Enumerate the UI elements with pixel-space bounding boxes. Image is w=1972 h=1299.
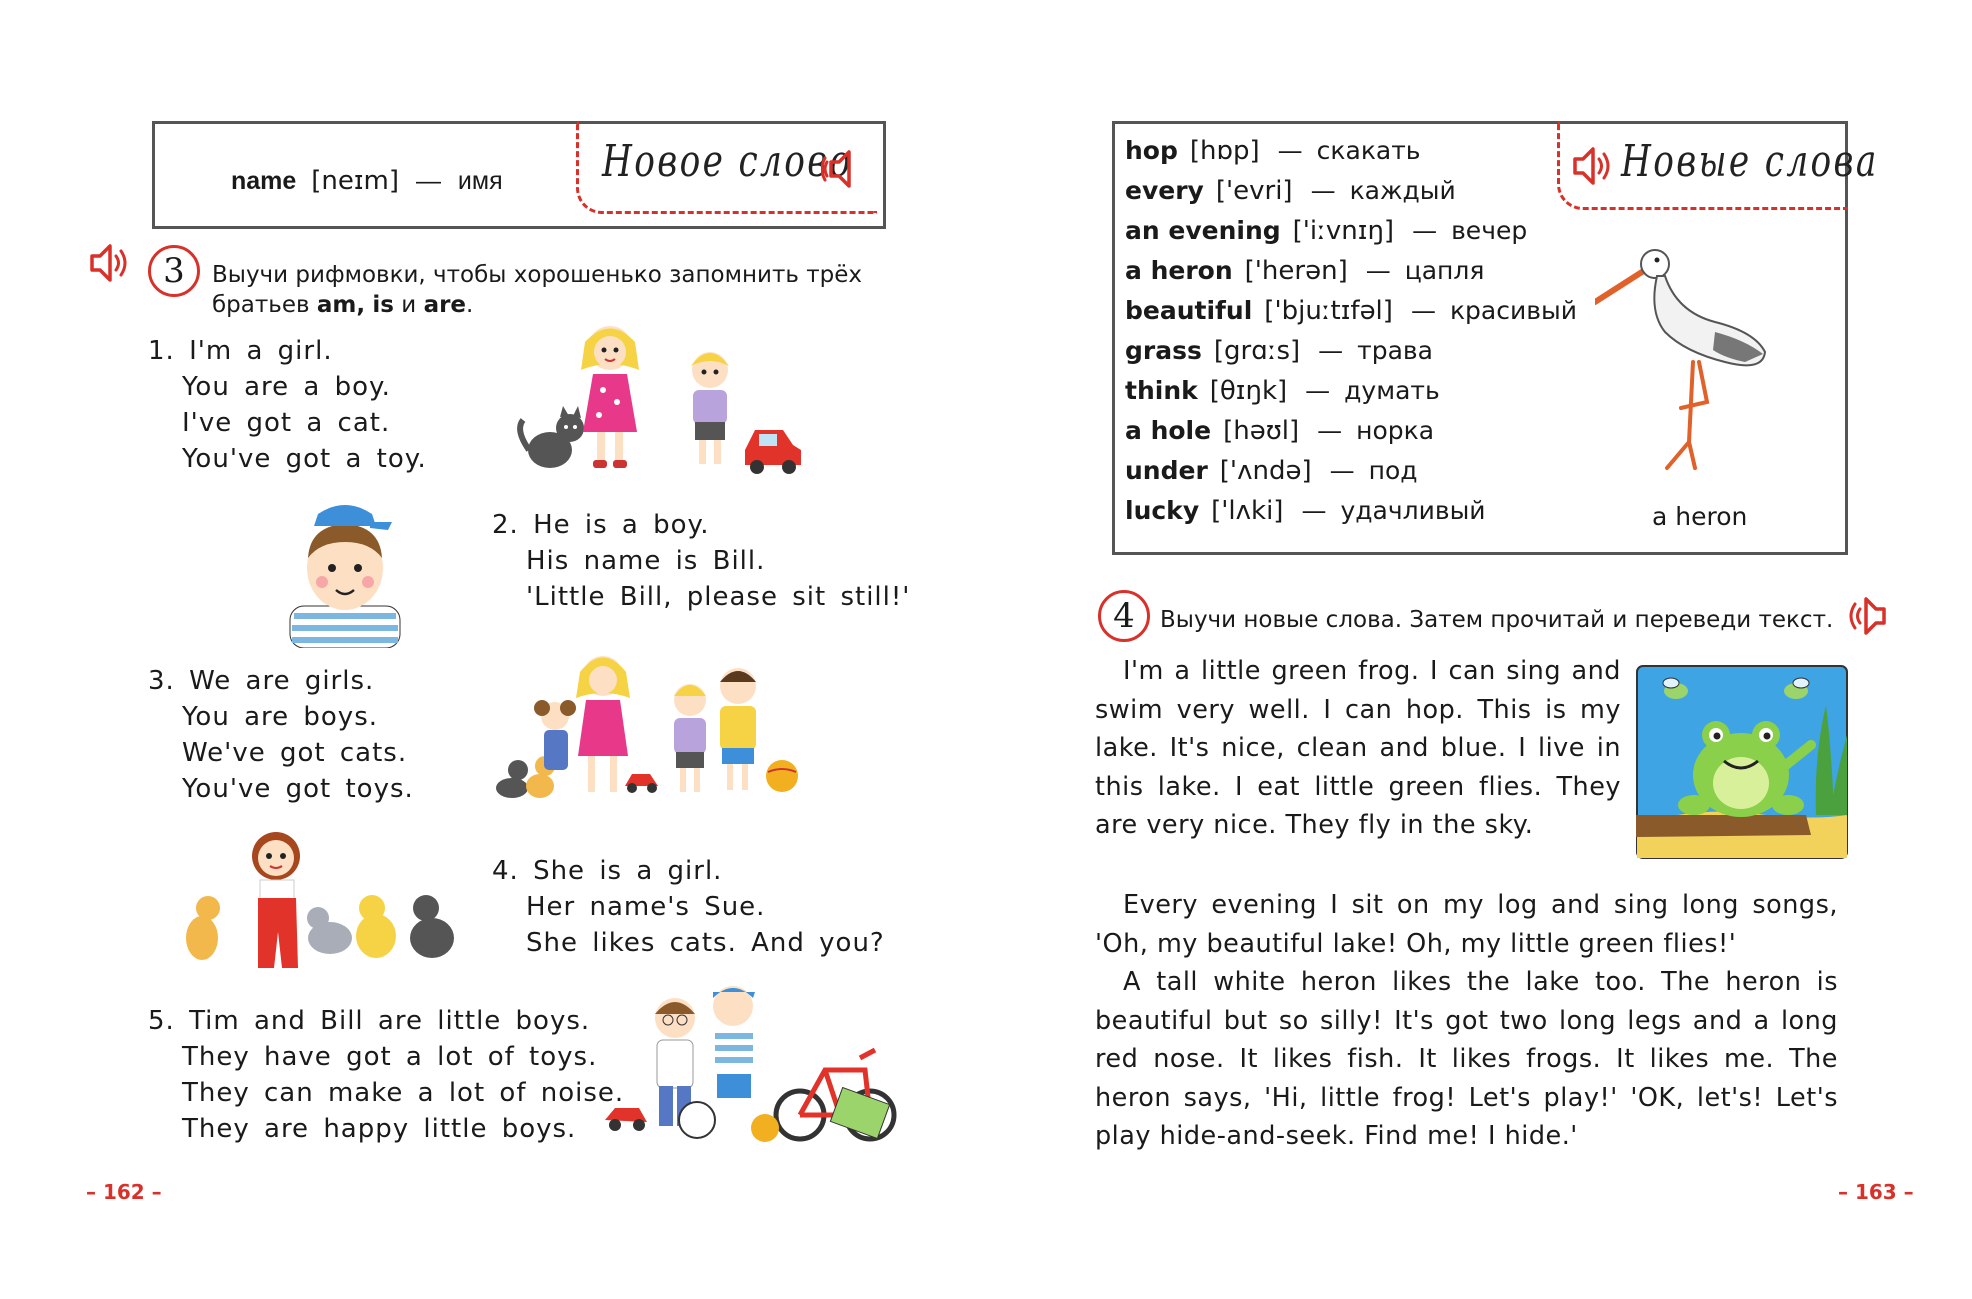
vocab-row <box>1125 336 1433 366</box>
poem-line: 1. I'm a girl. <box>148 336 333 366</box>
vocab-translation: трава <box>1357 336 1433 365</box>
poem-line: 5. Tim and Bill are little boys. <box>148 1006 591 1036</box>
page-number: – 162 – <box>86 1180 162 1204</box>
vocab-row <box>1125 256 1484 286</box>
vocab-translation: цапля <box>1404 256 1485 285</box>
vocab-translation: красивый <box>1449 296 1577 325</box>
vocab-dash: — <box>1329 456 1355 485</box>
poem-1 <box>148 333 427 477</box>
girl-boy-cat-illustration <box>515 310 805 480</box>
poem-line: I've got a cat. <box>182 408 391 438</box>
task-instruction-line1 <box>212 260 892 290</box>
vocab-word: lucky <box>1125 496 1200 525</box>
vocab-translation: удачливый <box>1340 496 1486 525</box>
story-paragraph-1 <box>1095 652 1621 845</box>
speaker-icon[interactable] <box>821 146 867 192</box>
vocab-ipa: [θɪŋk] <box>1209 376 1288 406</box>
vocab-word: under <box>1125 456 1208 485</box>
vocab-row <box>1125 496 1486 526</box>
new-word-heading: Новое слово <box>602 136 853 187</box>
poem-line: You've got toys. <box>182 774 414 804</box>
instruction-bold: am, <box>316 292 366 318</box>
vocab-dash: — <box>1305 376 1331 405</box>
vocab-word: an evening <box>1125 216 1281 245</box>
new-word-entry <box>231 166 503 196</box>
page-number: – 163 – <box>1838 1180 1914 1204</box>
vocab-ipa: [həʊl] <box>1223 416 1300 446</box>
poem-line: You are boys. <box>182 702 378 732</box>
speaker-icon[interactable] <box>1842 594 1888 638</box>
vocab-row <box>1125 136 1421 166</box>
girl-with-cats-illustration <box>180 820 470 970</box>
vocab-ipa: ['lʌki] <box>1211 496 1284 526</box>
poem-line: His name is Bill. <box>526 546 766 576</box>
vocab-translation: вечер <box>1451 216 1528 245</box>
story-text: Every evening I sit on my log and sing long songs, 'Oh, my beautiful lake! Oh, my little green flies!' <box>1095 890 1838 959</box>
poem-line: They can make a lot of noise. <box>182 1078 625 1108</box>
vocab-translation: имя <box>457 167 503 195</box>
poem-line: 2. He is a boy. <box>492 510 710 540</box>
vocab-row <box>1125 416 1434 446</box>
instruction-text: и <box>401 292 417 318</box>
heron-caption: a heron <box>1652 502 1748 531</box>
instruction-text: братьев <box>212 292 310 318</box>
frog-illustration <box>1636 665 1848 859</box>
poem-line: Her name's Sue. <box>526 892 766 922</box>
boys-with-toys-illustration <box>605 970 905 1150</box>
vocab-dash: — <box>415 167 441 195</box>
poem-line: 'Little Bill, please sit still!' <box>526 582 911 612</box>
poem-3 <box>148 663 414 807</box>
vocab-translation: думать <box>1344 376 1440 405</box>
new-words-box <box>1112 121 1879 555</box>
vocab-ipa: ['iːvnɪŋ] <box>1292 216 1395 246</box>
vocab-dash: — <box>1277 136 1303 165</box>
boy-cap-illustration <box>280 498 410 648</box>
poem-line: She likes cats. And you? <box>526 928 885 958</box>
vocab-row <box>1125 176 1456 206</box>
vocab-translation: скакать <box>1316 136 1421 165</box>
speaker-icon[interactable] <box>88 242 134 284</box>
story-paragraphs <box>1095 886 1838 1156</box>
poem-4 <box>492 853 885 961</box>
vocab-ipa: ['ʌndə] <box>1219 456 1312 486</box>
vocab-ipa: [grɑːs] <box>1213 336 1301 366</box>
vocab-ipa: ['herən] <box>1244 256 1348 286</box>
vocab-word: a hole <box>1125 416 1212 445</box>
vocab-dash: — <box>1301 496 1327 525</box>
poem-line: You've got a toy. <box>182 444 427 474</box>
story-text: A tall white heron likes the lake too. The heron is beautiful but so silly! It's got two long legs and a long red nose. It likes fish. It likes frogs. It likes me. The heron says, 'Hi, little frog! Let's play!' 'OK, let's! Let's play hide-and-seek. Find me! I hide.' <box>1095 967 1838 1151</box>
instruction-bold: are <box>423 292 467 318</box>
vocab-row <box>1125 296 1577 326</box>
new-words-heading: Новые слова <box>1621 136 1879 187</box>
vocab-dash: — <box>1318 336 1344 365</box>
vocab-ipa: [neɪm] <box>311 166 400 196</box>
story-text: I'm a little green frog. I can sing and swim very well. I can hop. This is my lake. It's nice, clean and blue. I live in this lake. I eat little green flies. They are very nice. They fly in the sky. <box>1095 656 1621 840</box>
poem-line: 4. She is a girl. <box>492 856 723 886</box>
task-number-badge: 4 <box>1098 590 1150 642</box>
vocab-dash: — <box>1410 296 1436 325</box>
vocab-translation: каждый <box>1349 176 1456 205</box>
heron-illustration <box>1595 232 1785 482</box>
poem-line: 3. We are girls. <box>148 666 375 696</box>
instruction-bold: is <box>372 292 394 318</box>
poem-5 <box>148 1003 624 1147</box>
vocab-word: a heron <box>1125 256 1233 285</box>
vocab-translation: под <box>1368 456 1418 485</box>
speaker-icon[interactable] <box>1571 144 1617 188</box>
vocab-word: grass <box>1125 336 1202 365</box>
task-number-badge: 3 <box>148 245 200 297</box>
poem-line: They have got a lot of toys. <box>182 1042 598 1072</box>
new-word-box <box>152 121 886 229</box>
vocab-dash: — <box>1365 256 1391 285</box>
vocab-row <box>1125 456 1418 486</box>
vocab-translation: норка <box>1356 416 1435 445</box>
vocab-word: name <box>231 167 297 195</box>
vocab-ipa: [hɒp] <box>1189 136 1260 166</box>
vocab-word: beautiful <box>1125 296 1253 325</box>
vocab-dash: — <box>1310 176 1336 205</box>
poem-line: They are happy little boys. <box>182 1114 577 1144</box>
vocab-row <box>1125 376 1440 406</box>
task-instruction: Выучи новые слова. Затем прочитай и переведи текст. <box>1160 607 1834 633</box>
vocab-dash: — <box>1317 416 1343 445</box>
vocab-word: hop <box>1125 136 1178 165</box>
vocab-word: think <box>1125 376 1198 405</box>
vocab-word: every <box>1125 176 1204 205</box>
vocab-ipa: ['bjuːtɪfəl] <box>1264 296 1393 326</box>
poem-line: You are a boy. <box>182 372 391 402</box>
vocab-row <box>1125 216 1527 246</box>
instruction-text: Выучи рифмовки, чтобы хорошенько запомнить трёх <box>212 262 862 288</box>
vocab-ipa: ['evri] <box>1215 176 1293 206</box>
instruction-text: . <box>466 292 474 318</box>
poem-line: We've got cats. <box>182 738 408 768</box>
children-group-illustration <box>490 638 810 803</box>
vocab-dash: — <box>1412 216 1438 245</box>
poem-2 <box>492 507 910 615</box>
